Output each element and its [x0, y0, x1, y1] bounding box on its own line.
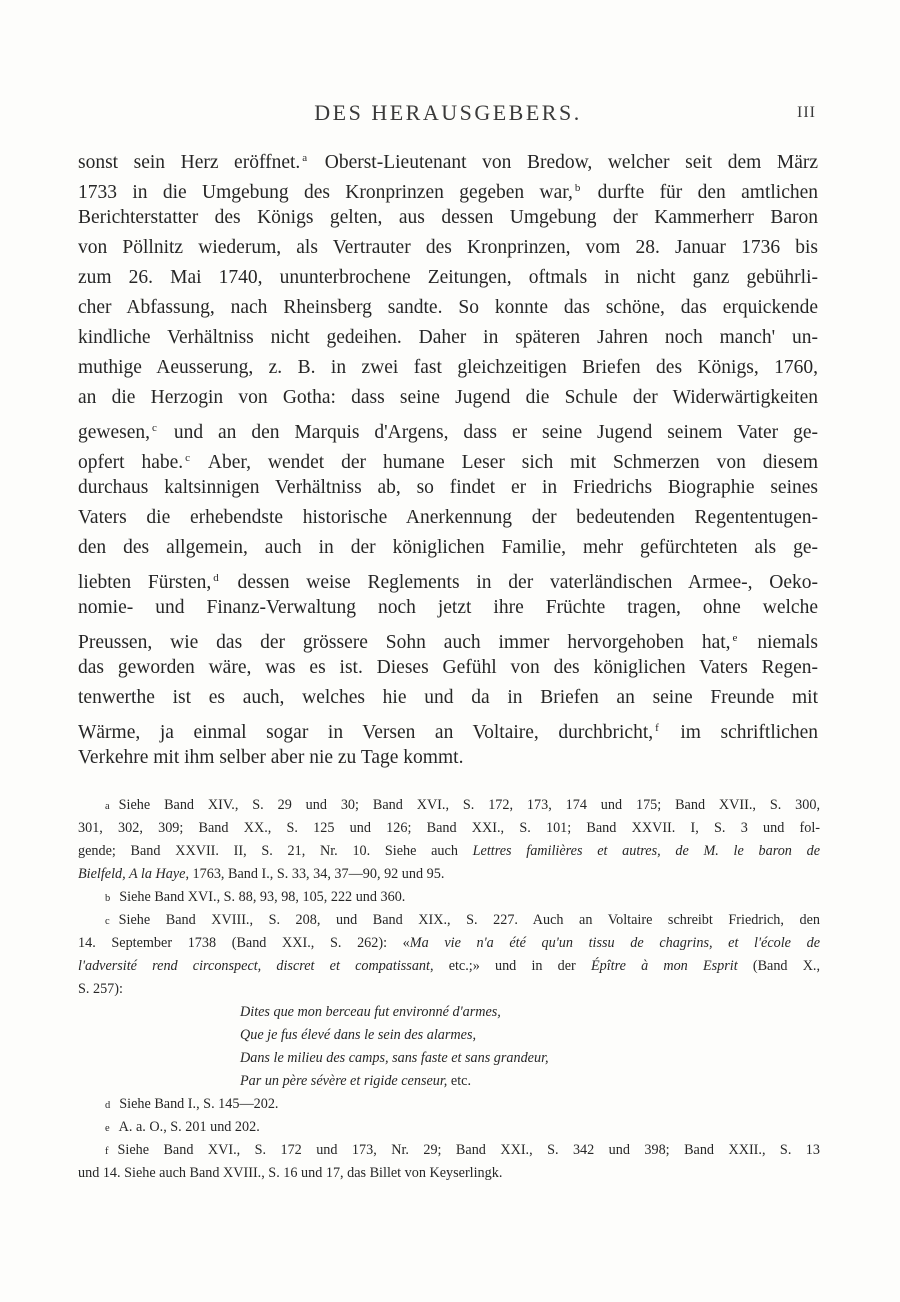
text-line: muthige Aeusserung, z. B. in zwei fast gleichzeitigen Briefen des Königs, 1760,: [78, 357, 818, 378]
footnote-ref-c[interactable]: c: [185, 452, 191, 464]
text-line: den des allgemein, auch in der königlichen Familie, mehr gefürchteten als ge-: [78, 537, 818, 558]
text-line: an die Herzogin von Gotha: dass seine Jugend die Schule der Widerwärtigkeiten: [78, 387, 818, 408]
verse-line: Dites que mon berceau fut environné d'armes,: [240, 1004, 501, 1020]
text-line: Vaters die erhebendste historische Anerkennung der bedeutenden Regententugen-: [78, 507, 818, 528]
footnote-line: 301, 302, 309; Band XX., S. 125 und 126; Band XXI., S. 101; Band XXVII. I, S. 3 und fol-: [78, 820, 820, 836]
footnote-line: Bielfeld, A la Haye, 1763, Band I., S. 33, 34, 37—90, 92 und 95.: [78, 866, 445, 882]
footnote-a: a Siehe Band XIV., S. 29 und 30; Band XVI., S. 172, 173, 174 und 175; Band XVII., S. 300,: [105, 797, 820, 813]
verse-line: Que je fus élevé dans le sein des alarmes,: [240, 1027, 477, 1043]
text-line: sonst sein Herz eröffnet. $^a$ Oberst-Lieutenant von Bredow, welcher seit dem März: [78, 152, 819, 173]
footnote-ref-a[interactable]: a: [302, 152, 308, 164]
footnote-line: 14. September 1738 (Band XXI., S. 262): «Ma vie n'a été qu'un tissu de chagrins, et l'école de: [78, 935, 820, 951]
text-line: opfert habe. $^c$ Aber, wendet der humane Leser sich mit Schmerzen von diesem: [78, 452, 818, 473]
text-line: Berichterstatter des Königs gelten, aus dessen Umgebung der Kammerherr Baron: [78, 207, 818, 228]
text-line: kindliche Verhältniss nicht gedeihen. Daher in späteren Jahren noch manch' un-: [78, 327, 818, 348]
footnote-ref-f[interactable]: f: [655, 722, 659, 734]
footnote-mark: d: [105, 1100, 111, 1111]
footnote-ref-e[interactable]: e: [732, 632, 738, 644]
footnote-line: und 14. Siehe auch Band XVIII., S. 16 und 17, das Billet von Keyserlingk.: [78, 1165, 503, 1181]
verse-line: Dans le milieu des camps, sans faste et sans grandeur,: [240, 1050, 549, 1066]
footnote-f: f Siehe Band XVI., S. 172 und 173, Nr. 29; Band XXI., S. 342 und 398; Band XXII., S. 13: [105, 1142, 820, 1158]
footnote-mark: a: [105, 801, 110, 812]
footnotes: [78, 794, 820, 1185]
footnote-e: e A. a. O., S. 201 und 202.: [105, 1119, 260, 1135]
footnote-line: l'adversité rend circonspect, discret et compatissant, etc.;» und in der Épître à mon Esprit (Band X.,: [78, 958, 821, 974]
footnote-line: gende; Band XXVII. II, S. 21, Nr. 10. Siehe auch Lettres familières et autres, de M. le baron de: [78, 843, 821, 859]
text-line: nomie- und Finanz-Verwaltung noch jetzt ihre Früchte tragen, ohne welche: [78, 597, 818, 618]
text-line: durchaus kaltsinnigen Verhältniss ab, so findet er in Friedrichs Biographie seines: [78, 477, 818, 498]
main-text: [78, 143, 818, 773]
text-line: Wärme, ja einmal sogar in Versen an Voltaire, durchbricht, $^f$ im schriftlichen: [78, 722, 818, 743]
text-line: zum 26. Mai 1740, ununterbrochene Zeitungen, oftmals in nicht ganz gebührli-: [78, 267, 818, 288]
footnote-c: c Siehe Band XVIII., S. 208, und Band XIX., S. 227. Auch an Voltaire schreibt Friedrich, den: [105, 912, 820, 928]
footnote-mark: c: [105, 916, 110, 927]
text-line: das geworden wäre, was es ist. Dieses Gefühl von des königlichen Vaters Regen-: [78, 657, 818, 678]
running-head: [80, 100, 816, 130]
text-line: Verkehre mit ihm selber aber nie zu Tage kommt.: [78, 747, 464, 768]
running-head-title: DES HERAUSGEBERS.: [314, 100, 582, 125]
footnote-ref-c[interactable]: c: [152, 422, 157, 434]
text-line: von Pöllnitz wiederum, als Vertrauter des Kronprinzen, vom 28. Januar 1736 bis: [78, 237, 818, 258]
text-line: gewesen, $^c$ und an den Marquis d'Argens, dass er seine Jugend seinem Vater ge-: [78, 422, 819, 443]
text-line: 1733 in die Umgebung des Kronprinzen gegeben war, $^b$ durfte für den amtlichen: [78, 182, 819, 203]
text-line: liebten Fürsten, $^d$ dessen weise Reglements in der vaterländischen Armee-, Oeko-: [78, 572, 818, 593]
footnote-b: b Siehe Band XVI., S. 88, 93, 98, 105, 222 und 360.: [105, 889, 406, 905]
footnote-mark: e: [105, 1123, 110, 1134]
footnote-d: d Siehe Band I., S. 145—202.: [105, 1096, 279, 1112]
footnote-line: S. 257):: [78, 981, 123, 997]
text-line: cher Abfassung, nach Rheinsberg sandte. So konnte das schöne, das erquickende: [78, 297, 818, 318]
footnote-ref-b[interactable]: b: [574, 182, 581, 194]
text-line: Preussen, wie das der grössere Sohn auch immer hervorgehoben hat, $^e$ niemals: [78, 632, 819, 653]
page-number: III: [797, 104, 816, 121]
footnote-ref-d[interactable]: d: [213, 572, 219, 584]
footnote-mark: b: [105, 893, 111, 904]
footnote-mark: f: [105, 1146, 109, 1157]
verse-line: Par un père sévère et rigide censeur, etc.: [240, 1073, 471, 1089]
text-line: tenwerthe ist es auch, welches hie und da in Briefen an seine Freunde mit: [78, 687, 818, 708]
